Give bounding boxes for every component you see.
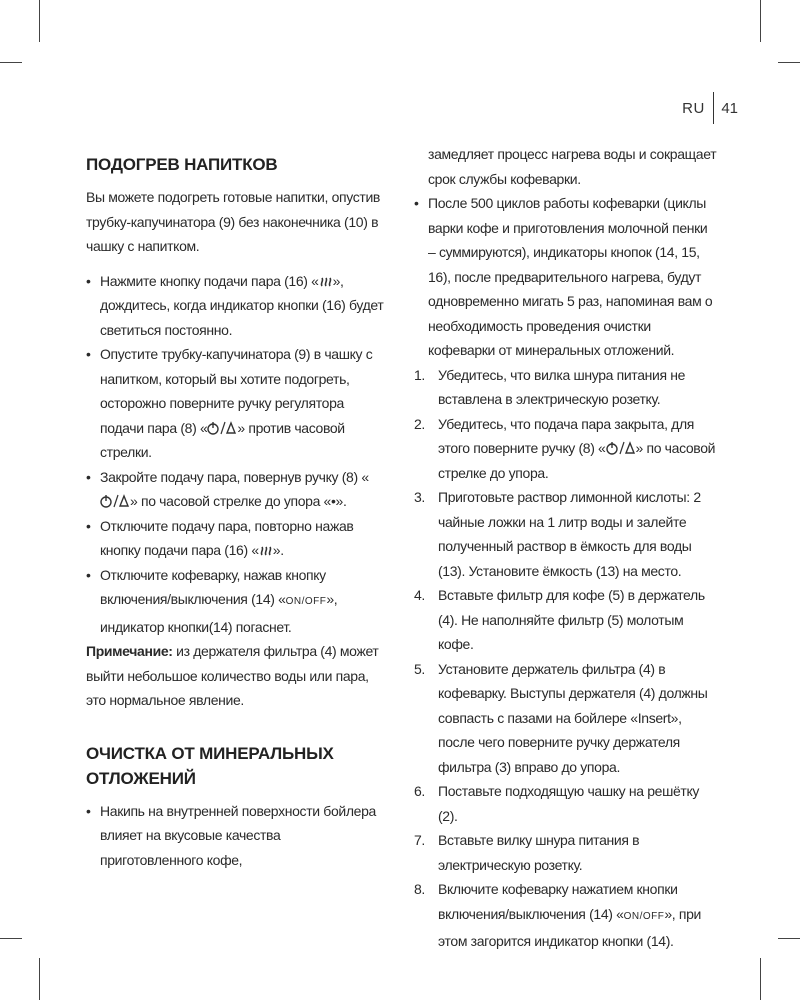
step-text: » по часовой стрелке до упора. xyxy=(438,440,716,481)
descaling-bullet-list xyxy=(86,799,386,873)
bullet-text: », индикатор кнопки(14) погаснет. xyxy=(100,591,338,635)
step-number: 4. xyxy=(414,587,425,603)
on-off-symbol: ON/OFF xyxy=(623,910,665,922)
list-item xyxy=(414,583,718,657)
crop-mark xyxy=(778,938,800,939)
list-item xyxy=(86,799,386,873)
steam-icon xyxy=(319,274,333,288)
list-item xyxy=(414,412,718,486)
list-item xyxy=(414,877,718,954)
step-number: 2. xyxy=(414,415,425,432)
list-item xyxy=(86,269,386,343)
bullet-text: Нажмите кнопку подачи пара (16) « xyxy=(100,272,319,289)
on-off-symbol: ON/OFF xyxy=(285,596,327,607)
steam-knob-icon xyxy=(207,421,237,435)
bullet-text: », дождитесь, когда индикатор кнопки (16) будет светиться постоянно. xyxy=(100,272,384,338)
steam-icon xyxy=(259,543,273,557)
step-number: 8. xyxy=(414,881,425,897)
section-title-heating: ПОДОГРЕВ НАПИТКОВ xyxy=(86,155,278,174)
left-column xyxy=(86,142,386,872)
heating-intro: Вы можете подогреть готовые напитки, опустив трубку-капучинатора (9) без наконечника (10) в чашку с напитком. xyxy=(86,189,381,254)
note-label: Примечание: xyxy=(86,643,173,659)
list-item xyxy=(86,342,386,465)
page-number: 41 xyxy=(721,99,738,117)
language-code: RU xyxy=(682,99,705,117)
step-number: 1. xyxy=(414,366,425,383)
list-item xyxy=(86,465,386,514)
step-text: Приготовьте раствор лимонной кислоты: 2 чайные ложки на 1 литр воды и залейте полученный раствор в ёмкость для воды (13). Установите ёмкость (13) на место. xyxy=(438,489,701,579)
note-text: из держателя фильтра (4) может выйти небольшое количество воды или пара, это нормальное явление. xyxy=(86,643,379,708)
bullet-text: ». xyxy=(272,542,284,558)
crop-mark xyxy=(760,958,761,1000)
crop-mark xyxy=(39,0,40,42)
bullet-text: Накипь на внутренней поверхности бойлера влияет на вкусовые качества приготовленного кофе, xyxy=(100,802,376,868)
descaling-bullet-list-2 xyxy=(414,191,718,363)
list-item xyxy=(414,485,718,583)
bullet-text: После 500 циклов работы кофеварки (циклы варки кофе и приготовления молочной пенки – суммируются), индикаторы кнопок (14, 15, 16), после предварительного нагрева, будут одновременно мигать 5 раз, напоминая вам о необходимость проведения очистки кофеварки от минеральных отложений. xyxy=(428,195,713,358)
heating-bullet-list xyxy=(86,269,386,640)
list-item xyxy=(86,563,386,640)
page-header xyxy=(682,92,738,124)
steam-knob-icon xyxy=(100,494,130,508)
bullet-text: Опустите трубку-капучинатора (9) в чашку с напитком, который вы хотите подогреть, осторожно поверните ручку регулятора подачи пара (8) « xyxy=(100,346,373,436)
step-text: Вставьте вилку шнура питания в электрическую розетку. xyxy=(438,832,640,873)
steam-knob-icon xyxy=(606,441,636,455)
right-column xyxy=(414,142,718,954)
step-text: Убедитесь, что вилка шнура питания не вставлена в электрическую розетку. xyxy=(438,366,686,407)
note xyxy=(86,639,386,713)
bullet-text: Отключите подачу пара, повторно нажав кнопку подачи пара (16) « xyxy=(100,517,354,558)
step-number: 6. xyxy=(414,783,425,799)
step-number: 7. xyxy=(414,832,425,848)
step-number: 3. xyxy=(414,489,425,505)
step-text: Вставьте фильтр для кофе (5) в держатель (4). Не наполняйте фильтр (5) молотым кофе. xyxy=(438,587,705,652)
crop-mark xyxy=(778,62,800,63)
bullet-text: Отключите кофеварку, нажав кнопку включения/выключения (14) « xyxy=(100,566,326,607)
list-item xyxy=(414,191,718,363)
step-text: Убедитесь, что подача пара закрыта, для этого поверните ручку (8) « xyxy=(438,415,695,456)
header-divider xyxy=(713,92,715,124)
bullet-text: » по часовой стрелке до упора «•». xyxy=(130,493,347,509)
bullet-text: » против часовой стрелки. xyxy=(100,419,345,460)
list-item xyxy=(86,514,386,563)
section-title-descaling: ОЧИСТКА ОТ МИНЕРАЛЬНЫХ ОТЛОЖЕНИЙ xyxy=(86,743,334,788)
bullet-continuation: замедляет процесс нагрева воды и сокращает срок службы кофеварки. xyxy=(428,146,717,187)
list-item xyxy=(414,779,718,828)
step-text: Установите держатель фильтра (4) в кофеварку. Выступы держателя (4) должны совпасть с пазами на бойлере «Insert», после чего поверните ручку держателя фильтра (3) вправо до упора. xyxy=(438,660,708,775)
step-text: Поставьте подходящую чашку на решётку (2). xyxy=(438,783,700,824)
bullet-text: Закройте подачу пара, повернув ручку (8) « xyxy=(100,468,369,485)
crop-mark xyxy=(39,958,40,1000)
crop-mark xyxy=(760,0,761,42)
list-item xyxy=(414,363,718,412)
crop-mark xyxy=(0,62,22,63)
list-item xyxy=(414,657,718,780)
step-number: 5. xyxy=(414,660,425,677)
list-item xyxy=(414,828,718,877)
crop-mark xyxy=(0,938,22,939)
descaling-steps xyxy=(414,363,718,954)
step-text: Включите кофеварку нажатием кнопки включения/выключения (14) « xyxy=(438,881,678,922)
step-text: », при этом загорится индикатор кнопки (14). xyxy=(438,905,701,949)
